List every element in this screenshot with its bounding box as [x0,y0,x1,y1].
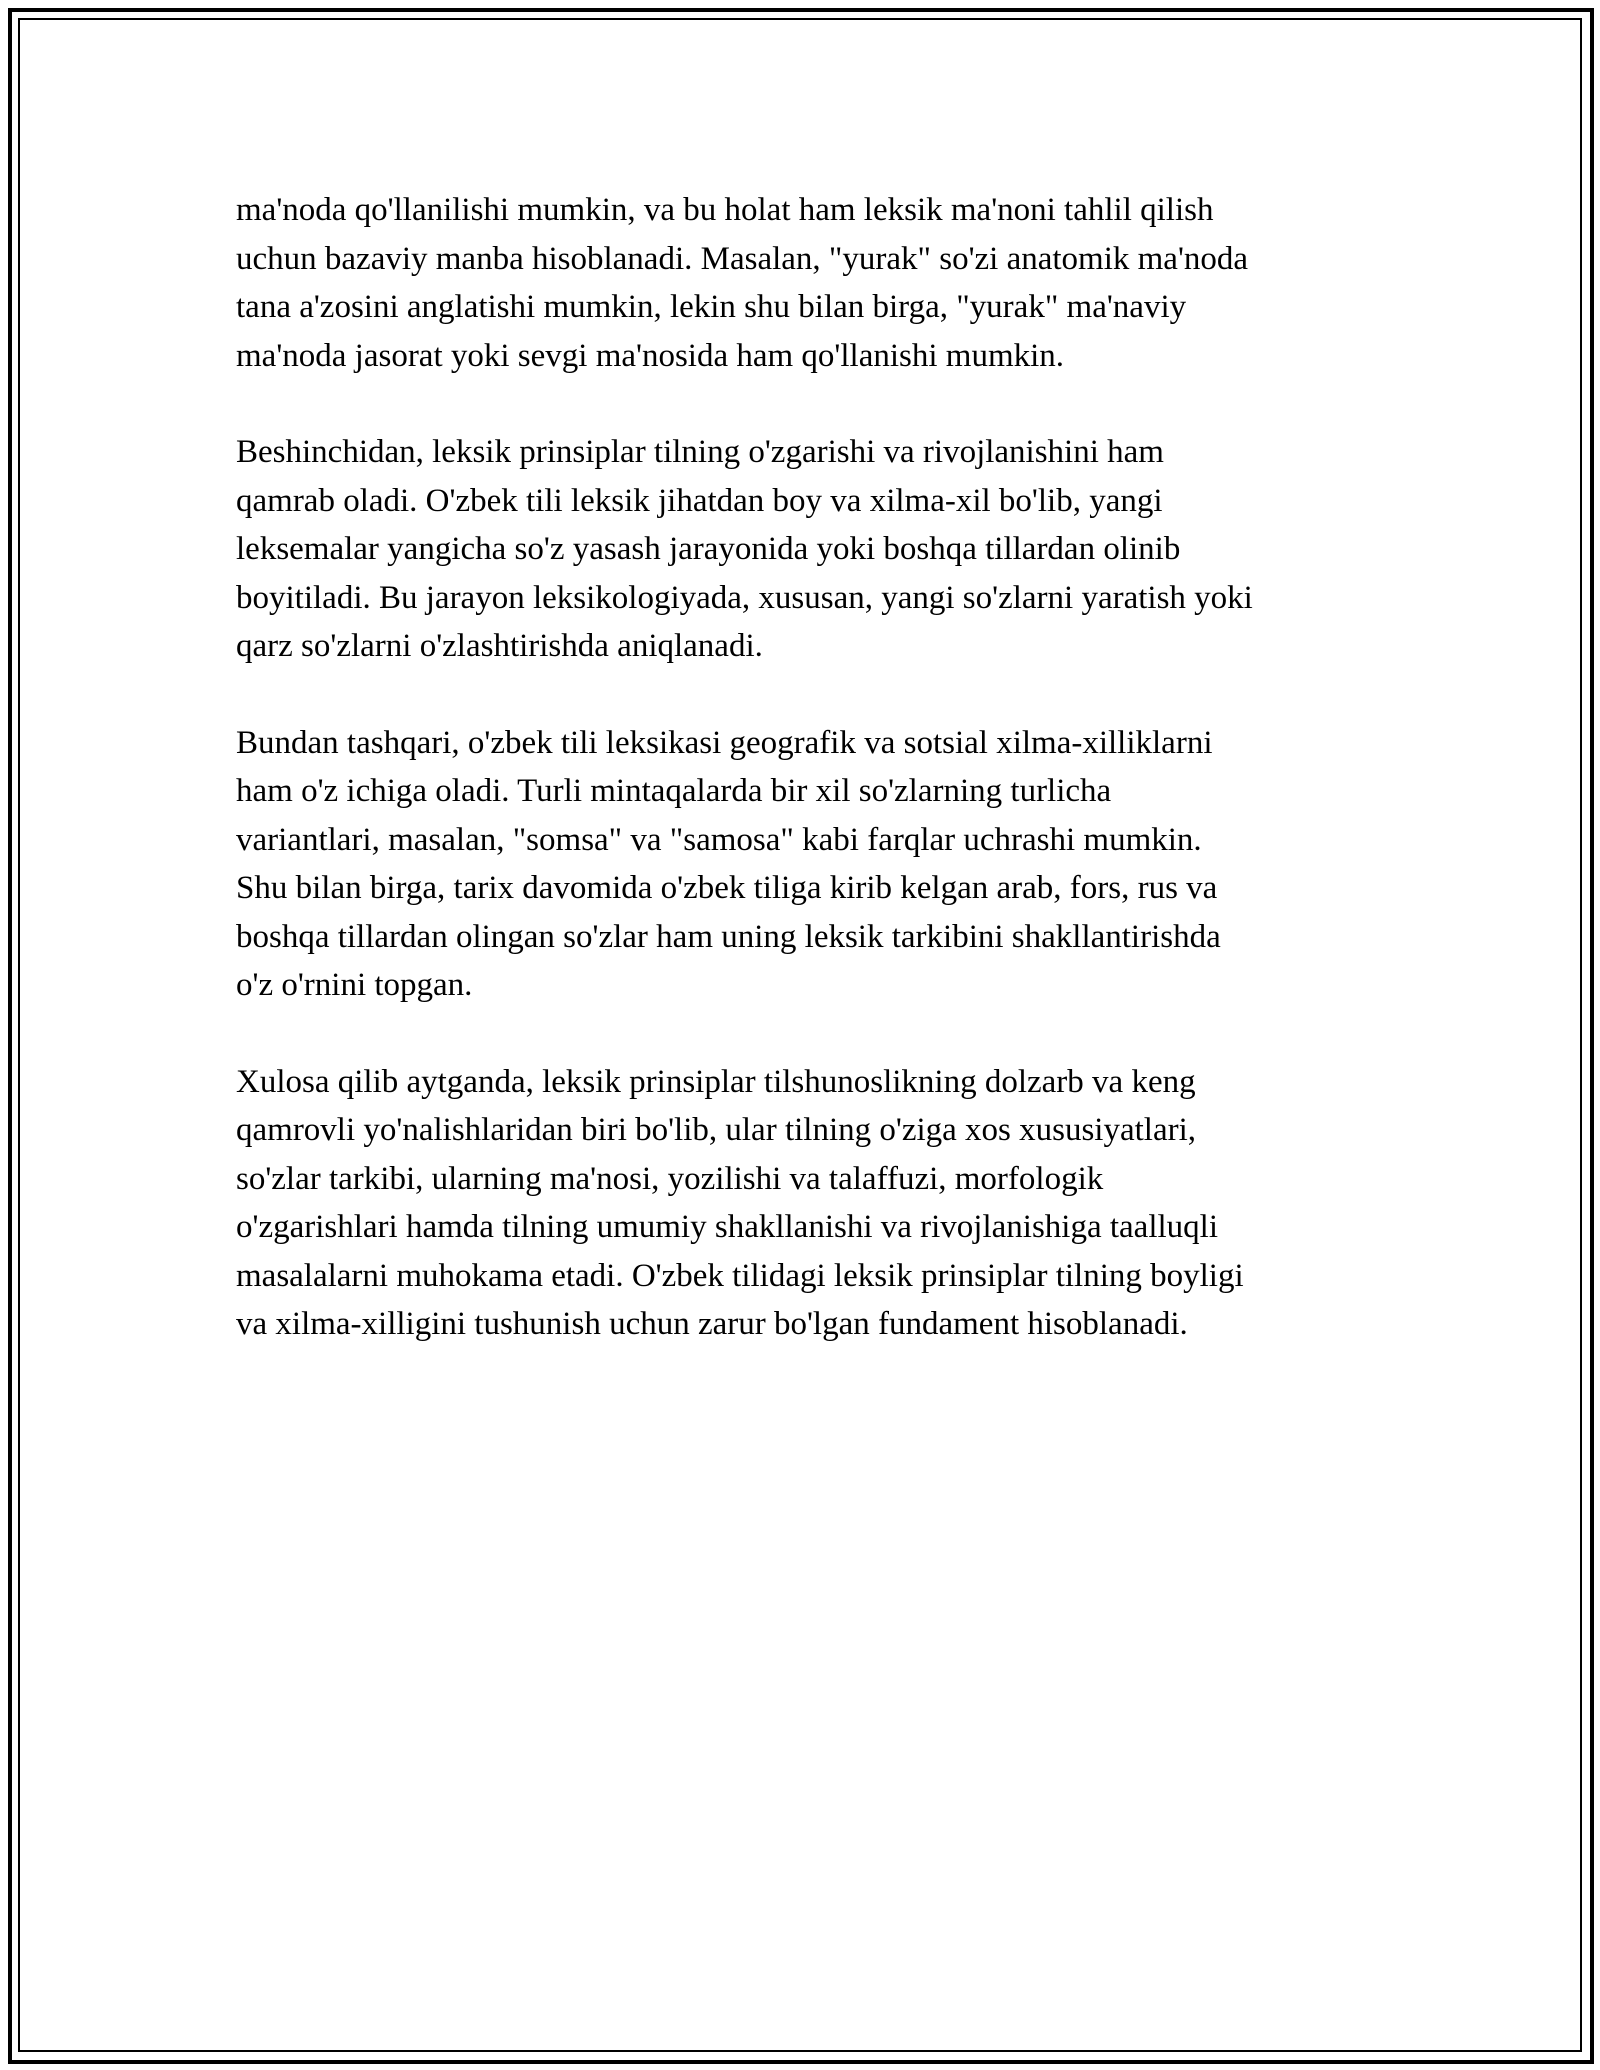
text-line: masalalarni muhokama etadi. O'zbek tilidagi leksik prinsiplar tilning boyligi [236,1257,1244,1294]
text-line: Bundan tashqari, o'zbek tili leksikasi geografik va sotsial xilma-xilliklarni [236,724,1213,761]
text-line: qamrovli yo'nalishlaridan biri bo'lib, ular tilning o'ziga xos xususiyatlari, [236,1112,1197,1148]
text-line: ham o'z ichiga oladi. Turli mintaqalarda bir xil so'zlarning turlicha [236,773,1112,809]
text-line: variantlari, masalan, "somsa" va "samosa" kabi farqlar uchrashi mumkin. [236,821,1202,858]
text-line: so'zlar tarkibi, ularning ma'nosi, yozilishi va talaffuzi, morfologik [236,1160,1104,1197]
text-line: Shu bilan birga, tarix davomida o'zbek tiliga kirib kelgan arab, fors, rus va [236,870,1218,906]
document-body [236,186,1386,1397]
text-line: Xulosa qilib aytganda, leksik prinsiplar tilshunoslikning dolzarb va keng [236,1063,1196,1100]
paragraph [236,1058,1386,1349]
text-line: ma'noda jasorat yoki sevgi ma'nosida ham qo'llanishi mumkin. [236,337,1065,374]
text-line: Beshinchidan, leksik prinsiplar tilning o'zgarishi va rivojlanishini ham [236,434,1164,470]
text-line: leksemalar yangicha so'z yasash jarayonida yoki boshqa tillardan olinib [236,531,1181,567]
paragraph [236,186,1386,380]
text-line: o'zgarishlari hamda tilning umumiy shakllanishi va rivojlanishiga taalluqli [236,1209,1219,1245]
text-line: uchun bazaviy manba hisoblanadi. Masalan, "yurak" so'zi anatomik ma'noda [236,240,1249,277]
paragraph [236,428,1386,671]
text-line: qamrab oladi. O'zbek tili leksik jihatdan boy va xilma-xil bo'lib, yangi [236,482,1163,519]
text-line: boshqa tillardan olingan so'zlar ham uning leksik tarkibini shakllantirishda [236,918,1221,955]
text-line: va xilma-xilligini tushunish uchun zarur bo'lgan fundament hisoblanadi. [236,1306,1188,1342]
text-line: qarz so'zlarni o'zlashtirishda aniqlanadi. [236,628,763,664]
text-line: tana a'zosini anglatishi mumkin, lekin shu bilan birga, "yurak" ma'naviy [236,289,1187,325]
paragraph [236,719,1386,1010]
text-line: boyitiladi. Bu jarayon leksikologiyada, xususan, yangi so'zlarni yaratish yoki [236,579,1253,616]
text-line: ma'noda qo'llanilishi mumkin, va bu holat ham leksik ma'noni tahlil qilish [236,192,1214,228]
text-line: o'z o'rnini topgan. [236,967,473,1003]
